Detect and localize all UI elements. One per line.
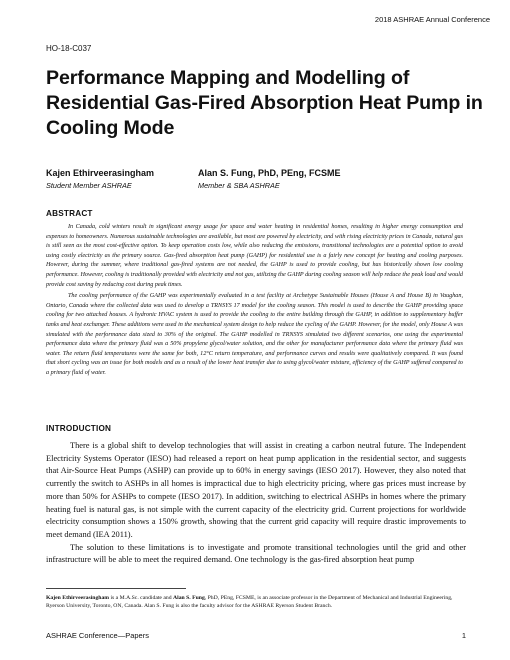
author-affiliation: Student Member ASHRAE (46, 181, 132, 190)
footnote-author-name: Alan S. Fung (173, 595, 205, 601)
introduction-heading: INTRODUCTION (46, 424, 112, 433)
author-list (46, 167, 486, 197)
introduction-paragraph: There is a global shift to develop technologies that will assist in creating a carbon neutral future. The Independent Electricity Systems Operator (IESO) had released a report on heat pump application in the residential sector, and suggests that Air-Source Heat Pumps (ASHP) can provide up to 60% in energy savings (IESO 2017). However, they also noted that currently the switch to ASHPs in all homes is impractical due to high electricity pricing, where gas prices must increase by more than 50% for ASHPs to compete (IESO 2017). In addition, switching to electrical ASHPs in homes where the primary heating fuel is natural gas, is not simple with the current capacity of the electricity grid. Current projections for worldwide electricity consumption shows a 150% growth, showing that the current grid capacity will require drastic improvements to meet demand (IEA 2011). (46, 441, 466, 539)
footnote-divider (46, 588, 186, 589)
abstract-text (46, 223, 463, 381)
author-footnote (46, 594, 471, 610)
author-name: Alan S. Fung, PhD, PEng, FCSME (198, 168, 341, 178)
author-block (198, 167, 341, 191)
page-number: 1 (461, 631, 466, 640)
author-block (46, 167, 154, 191)
conference-header: 2018 ASHRAE Annual Conference (374, 15, 490, 24)
footnote-text: is a M.A.Sc. candidate and (109, 595, 174, 601)
abstract-paragraph: The cooling performance of the GAHP was experimentally evaluated in a test facility at Archetype Sustainable Houses (House A and House B) in Vaughan, Ontario, Canada where the collected data was used to develop a TRNSYS 17 model for the cooling season. This model is used to describe the GAHP providing space cooling for two attached houses. A hydronic HVAC system is used to provide the cooling to the entire building through the GAHP, in addition to supplementary buffer tanks and heat exchanger. These additions were used in the mechanical system design to help reduce the cycling of the GAHP. However, for the model, only House A was simulated with the performance data sized to 30% of the original. The GAHP modelled in TRNSYS simulated two different scenarios, one using the experimental performance data where the primary fluid was a 50% propylene glycol/water solution, and the other for manufacturer performance data where the primary fluid was water. The return fluid temperatures were the same for both, 12°C return temperature, and performance curves and results were qualitatively compared. It was found that short cycling was an issue for both models and as a result of the lower heat transfer due to using glycol/water mixture, efficiency of the GAHP suffered compared to a primary fluid of water. (46, 293, 463, 376)
abstract-paragraph: In Canada, cold winters result in significant energy usage for space and water heating in residential homes, resulting in higher energy consumption and expenses to homeowners. Numerous sustainable technologies are available, but most are powered by electricity, and with rising electricity prices in Canada, natural gas is still seen as the most cost-effective option. To keep operation costs low, while also reducing the emissions, transitional technologies are a potential option to avoid using costly electricity as the primary source. Gas-fired absorption heat pump (GAHP) for residential use is a fairly new concept for heating and cooling purposes. However, during the summer, where traditional gas-fired systems are not needed, the GAHP is used to provide cooling, but has historically shown low cooling performance. However, cooling is traditionally provided with electricity and not gas, utilizing the GAHP during cooling season will help reduce the peak load and would provide cost saving by reducing cost during peak times. (46, 224, 463, 288)
abstract-heading: ABSTRACT (46, 209, 93, 218)
author-name: Kajen Ethirveerasingham (46, 168, 155, 178)
footnote-text: , PhD, PEng, FCSME, is an associate professor in the Department of Mechanical and Industrial Engineering, Ryerson University, Toronto, ON, Canada. Alan S. Fung is also the faculty advisor for the ASHRAE Ryerson Student Branch. (46, 595, 453, 610)
footer-series: ASHRAE Conference—Papers (46, 631, 149, 640)
paper-id: HO-18-C037 (46, 44, 92, 53)
introduction-text (46, 440, 466, 567)
footnote-author-name: Kajen Ethirveerasingham (46, 595, 110, 601)
paper-title: Performance Mapping and Modelling of Residential Gas-Fired Absorption Heat Pump in Cooling Mode (46, 67, 483, 139)
author-affiliation: Member & SBA ASHRAE (198, 181, 280, 190)
introduction-paragraph: The solution to these limitations is to investigate and promote transitional technologies until the grid and other infrastructure will be able to meet the required demand. One technology is the gas-fired absorption heat pump (46, 542, 466, 565)
